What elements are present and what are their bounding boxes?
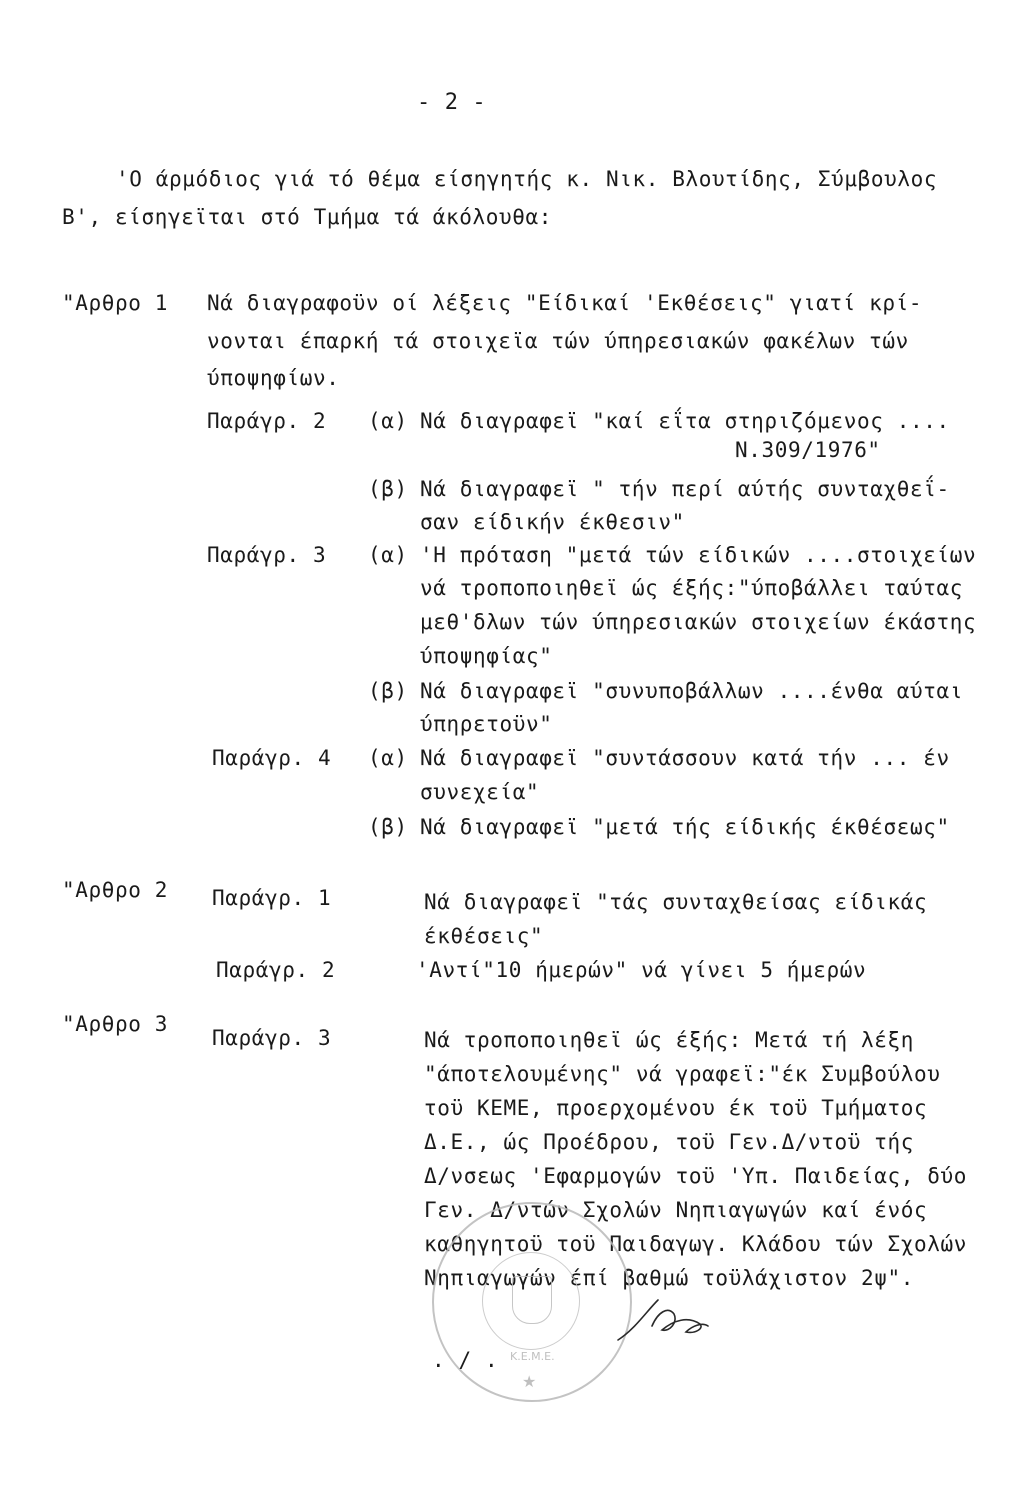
article-1-par-4-b-line-1: Νά διαγραφεϊ "μετά τής είδικής έκθέσεως" — [420, 815, 950, 839]
article-1-par-4-b-marker: (β) — [368, 815, 408, 839]
signature — [612, 1290, 712, 1360]
article-3-par-3-line-5: Δ/νσεως 'Εφαρμογών τοϋ 'Υπ. Παιδείας, δύο — [424, 1164, 967, 1188]
article-2-par-1-line-1: Νά διαγραφεϊ "τάς συνταχθείσας είδικάς — [424, 890, 928, 914]
article-1-par-3-a-line-1: 'Η πρόταση "μετά τών είδικών ....στοιχείων — [420, 543, 977, 567]
article-3-par-3-line-7: καθηγητοϋ τοϋ Παιδαγωγ. Κλάδου τών Σχολών — [424, 1232, 967, 1256]
article-1-par-2-a-line-2: Ν.309/1976" — [735, 438, 881, 462]
article-1-par-2-a-marker: (α) — [368, 409, 408, 433]
article-1-par-4-a-line-2: συνεχεία" — [420, 780, 540, 804]
article-1-par-3-b-marker: (β) — [368, 679, 408, 703]
article-2-par-1-line-2: έκθέσεις" — [424, 924, 544, 948]
article-1-par-3-a-marker: (α) — [368, 543, 408, 567]
article-2-par-2-line-1: 'Αντί"10 ήμερών" νά γίνει 5 ήμερών — [416, 958, 867, 982]
article-1-par-3-a-line-2: νά τροποποιηθεϊ ώς έξής:"ύποβάλλει ταύτας — [420, 576, 963, 600]
article-1-par-3-a-line-4: ύποψηφίας" — [420, 644, 553, 668]
article-1-par-4-a-line-1: Νά διαγραφεϊ "συντάσσουν κατά τήν ... έν — [420, 746, 950, 770]
page-number: - 2 - — [417, 90, 487, 115]
article-3-par-3-label: Παράγρ. 3 — [212, 1026, 332, 1050]
article-1-label: "Αρθρο 1 — [62, 291, 168, 315]
article-3-par-3-line-1: Νά τροποποιηθεϊ ώς έξής: Μετά τή λέξη — [424, 1028, 914, 1052]
article-1-par-2-b-line-2: σαν είδικήν έκθεσιν" — [420, 510, 685, 534]
official-stamp — [432, 1202, 632, 1402]
article-2-par-2-label: Παράγρ. 2 — [216, 958, 336, 982]
article-1-par-2-label: Παράγρ. 2 — [207, 409, 327, 433]
star-icon: ★ — [522, 1372, 537, 1391]
article-1-par-3-a-line-3: μεθ'δλων τών ύπηρεσιακών στοιχείων έκάστης — [420, 610, 977, 634]
article-1-par-4-a-marker: (α) — [368, 746, 408, 770]
article-3-par-3-line-2: "άποτελουμένης" νά γραφεϊ:"έκ Συμβούλου — [424, 1062, 941, 1086]
article-3-par-3-line-6: Γεν. Δ/ντών Σχολών Νηπιαγωγών καί ένός — [424, 1198, 928, 1222]
article-2-par-1-label: Παράγρ. 1 — [212, 886, 332, 910]
article-1-par-3-b-line-2: ύπηρετοϋν" — [420, 712, 553, 736]
article-3-par-3-line-4: Δ.Ε., ώς Προέδρου, τοϋ Γεν.Δ/ντοϋ τής — [424, 1130, 914, 1154]
stamp-ring-text: Κ.Ε.Μ.Ε. — [510, 1350, 555, 1363]
article-1-par-3-b-line-1: Νά διαγραφεϊ "συνυποβάλλων ....ένθα αύται — [420, 679, 963, 703]
article-1-text-line-3: ύποψηφίων. — [207, 366, 340, 390]
article-3-par-3-line-3: τοϋ ΚΕΜΕ, προερχομένου έκ τοϋ Τμήματος — [424, 1096, 928, 1120]
article-1-par-3-label: Παράγρ. 3 — [207, 543, 327, 567]
continuation-mark: . / . — [432, 1348, 499, 1372]
article-1-text-line-2: νονται έπαρκή τά στοιχεϊα τών ύπηρεσιακών φακέλων τών — [207, 329, 909, 353]
article-2-label: "Αρθρο 2 — [62, 878, 168, 902]
article-3-label: "Αρθρο 3 — [62, 1012, 168, 1036]
coat-of-arms-icon — [512, 1276, 552, 1324]
intro-line-1: 'Ο άρμόδιος γιά τό θέμα είσηγητής κ. Νικ. Βλουτίδης, Σύμβουλος — [116, 167, 938, 191]
intro-line-2: Β', είσηγεϊται στό Τμήμα τά άκόλουθα: — [62, 205, 552, 229]
article-1-par-4-label: Παράγρ. 4 — [212, 746, 332, 770]
article-1-par-2-b-line-1: Νά διαγραφεϊ " τήν περί αύτής συνταχθεΐ- — [420, 477, 950, 501]
article-1-text-line-1: Νά διαγραφοϋν οί λέξεις "Είδικαί 'Εκθέσεις" γιατί κρί- — [207, 291, 923, 315]
article-3-par-3-line-8: Νηπιαγωγών έπί βαθμώ τοϋλάχιστον 2ψ". — [424, 1266, 914, 1290]
article-1-par-2-a-line-1: Νά διαγραφεϊ "καί εΐτα στηριζόμενος .... — [420, 409, 950, 433]
article-1-par-2-b-marker: (β) — [368, 477, 408, 501]
